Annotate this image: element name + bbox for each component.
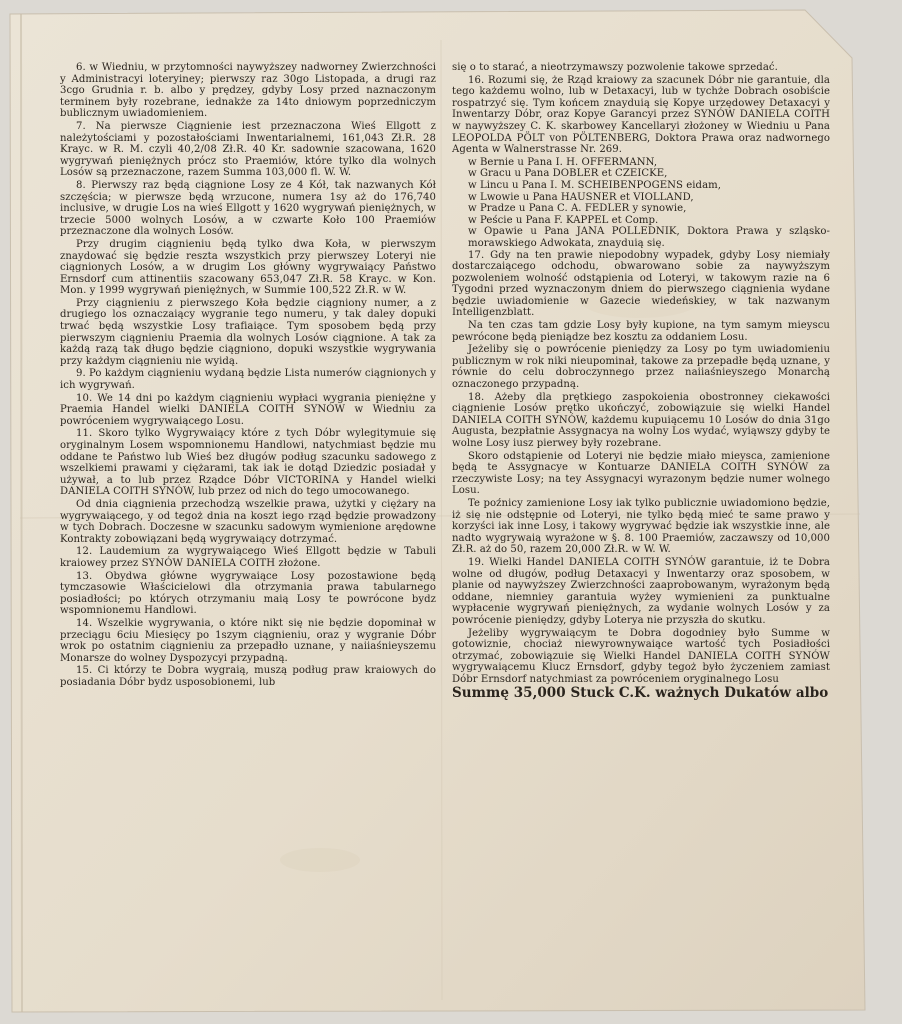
paragraph: się o to starać, a nieotrzymawszy pozwolenie takowe sprzedać.	[452, 62, 778, 73]
paragraph: 13. Obydwa główne wygrywaiące Losy pozostawione będą tymczasowie Właścicielowi dla otrzymania prawa tabularnego posiadłości; po których otrzymaniu maią Losy te powrócone bydz wspomnionemu Handlowi.	[60, 570, 436, 617]
paragraph: 19. Wielki Handel DANIELA COITH SYNÓW garantuie, iż te Dobra wolne od długów, podług Detaxacyi y Inwentarzy oraz sposobem, w planie od naywyższey Zwierzchności zaaprobowanym, wyrażonym będą oddane, niemniey garantuia wyżey wymienieni za punktualne wypłacenie wygrywań pieniężnych, za wydanie wolnych Losów y za powrócenie pieniędzy, gdyby Loterya nie przyszła do skutku.	[452, 556, 830, 626]
agent-address-line: w Gracu u Pana DOBLER et CZEICKE,	[468, 168, 668, 180]
agent-address-line: w Peście u Pana F. KAPPEL et Comp.	[468, 214, 659, 226]
paragraph: Od dnia ciągnienia przechodzą wszelkie prawa, użytki y ciężary na wygrywaiącego, y od tegoż dnia na koszt iego rząd będzie prowadzony w tych Dobrach. Doczesne w szacunku sadowym wymienione arędowne Kontrakty zobowiązani będą wygrywaiący dotrzymać.	[60, 498, 436, 545]
paragraph: 17. Gdy na ten prawie niepodobny wypadek, gdyby Losy niemiały dostarczaiącego odchodu, obwarowano sobie za naywyższym pozwoleniem wolność odstąpienia od Loteryi, w takowym razie na 6 Tygodni przed wyznaczonym dniem do pierwszego ciągnienia wydane będzie uwiadomienie w Gazecie wiedeńskiey, w tak nazwanym Intelligenzblatt.	[452, 249, 830, 319]
paragraph: 15. Ci którzy te Dobra wygraią, muszą podług praw kraiowych do posiadania Dóbr bydz usposobionemi, lub	[60, 665, 436, 688]
paragraph: 18. Ażeby dla prętkiego zaspokoienia obostronney ciekawości ciągnienie Losów prętko ukończyć, zobowiązuie się wielki Handel DANIELA COITH SYNÓW, każdemu kupuiącemu 10 Losów do dnia 31go Augusta, bezpłatnie Assygnacya na wolny Los wydać, wyiąwszy gdyby te wolne Losy iusz pierwey były rozebrane.	[452, 391, 830, 449]
paragraph: 8. Pierwszy raz będą ciągnione Losy ze 4 Kół, tak nazwanych Kół szczęścia; w pierwsze będą wrzucone, numera 1sy aż do 176,740 inclusive, w drugie Los na wieś Ellgott y 1620 wygrywań pieniężnych, w trzecie 5000 wolnych Losów, a w czwarte Koło 100 Praemiów przeznaczone dla wolnych Losów.	[60, 179, 436, 238]
agent-address-line: w Bernie u Pana I. H. OFFERMANN,	[468, 156, 658, 168]
paragraph: 12. Laudemium za wygrywaiącego Wieś Ellgott będzie w Tabuli kraiowey przez SYNÓW DANIELA COITH złożone.	[60, 546, 436, 569]
paragraph: 6. w Wiedniu, w przytomności naywyższey nadworney Zwierzchności y Administracyi loteryiney; pierwszy raz 30go Listopada, a drugi raz 3cgo Grudnia r. b. albo y prędzey, gdyby Losy przed naznaczonym terminem były rozebrane, iednakże za 14to dniowym poprzedniczym bublicznym uwiadomieniem.	[60, 62, 436, 120]
continued-bottom-line: Summę 35,000 Stuck C.K. ważnych Dukatów albo	[452, 685, 829, 702]
paragraph: Przy drugim ciągnieniu będą tylko dwa Koła, w pierwszym znaydować się będzie reszta wszystkich przy pierwszey Loteryi nie ciągnionych Losów, a w drugim Los główny wygrywaiący Państwo Ernsdorf cum attinentiis szacowany 653,047 Zł.R. 58 Krayc. w Kon. Mon. y 1999 wygrywań pieniężnych, w Summie 100,522 Zł.R. w W.	[60, 238, 436, 297]
paragraph: 9. Po każdym ciągnieniu wydaną będzie Lista numerów ciągnionych y ich wygrywań.	[60, 368, 436, 392]
paragraph: 11. Skoro tylko Wygrywaiący które z tych Dóbr wylegitymuie się oryginalnym Losem wspomnionemu Handlowi, natychmiast będzie mu oddane te Państwo lub Wieś bez długów podług szacunku sadowego z wszelkiemi prawami y ciężarami, tak iak ie dotąd Dziedzic posiadał y używał, a to lub przez Rządce Dóbr VICTORINA y Handel wielki DANIELA COITH SYNÓW, lub przez od nich do tego umocowanego.	[60, 428, 436, 498]
agent-address-line: w Lwowie u Pana HAUSNER et VIOLLAND,	[468, 191, 694, 203]
paragraph: Te poźnicy zamienione Losy iak tylko publicznie uwiadomiono będzie, iż się nie odstępnie od Loteryi, nie tylko będą mieć te same prawo y korzyści iak inne Losy, i takowy wygrywać będzie iak wszystkie inne, ale nadto wygrywaią wyrażone w §. 8. 100 Praemiów, zaczawszy od 10,000 Zł.R. aż do 50, razem 20,000 Zł.R. w W. W.	[452, 497, 830, 556]
agent-address-line: w Pradze u Pana C. A. FEDLER y synowie,	[468, 203, 687, 215]
paragraph: 7. Na pierwsze Ciągnienie iest przeznaczona Wieś Ellgott z należytościami y pozostałościami Inwentarialnemi, 161,043 Zł.R. 28 Krayc. w R. M. czyli 40,2/08 Zł.R. 40 Kr. sadownie szacowana, 1620 wygrywań pieniężnych prócz sto Praemiów, które tylko dla wolnych Losów są przeznaczone, razem Summa 103,000 fl. W. W.	[60, 120, 436, 179]
paragraph: 14. Wszelkie wygrywania, o które nikt się nie będzie dopominał w przeciągu 6ciu Miesięcy po 1szym ciągnieniu, oraz y wygranie Dóbr wrok po ostatnim ciągnieniu za przepadło uznane, y naiiaśnieyszemu Monarsze do wolney Dyspozycyi przypadną.	[60, 617, 436, 664]
paragraph: Na ten czas tam gdzie Losy były kupione, na tym samym mieyscu pewrócone będą pieniądze bez kosztu za oddaniem Losu.	[452, 320, 830, 343]
paragraph: Skoro odstąpienie od Loteryi nie będzie miało mieysca, zamienione będą te Assygnacye w Kontuarze DANIELA COITH SYNÓW za rzeczywiste Losy; na tey Assygnacyi wyrazonym będzie numer wolnego Losu.	[452, 450, 830, 497]
paragraph: 10. We 14 dni po każdym ciągnieniu wypłaci wygrania pieniężne y Praemia Handel wielki DANIELA COITH SYNÓW w Wiedniu za powróceniem wygrywaiącego Losu.	[60, 392, 436, 427]
right-column	[452, 62, 830, 702]
agent-address-line: w Lincu u Pana I. M. SCHEIBENPOGENS eidam,	[468, 179, 722, 191]
paragraph: Przy ciągnieniu z pierwszego Koła będzie ciągniony numer, a z drugiego los oznaczaiący wygranie tego numeru, y tak daley dopuki trwać będą wszystkie Losy trafiaiące. Tym sposobem będą przy pierwszym ciągnieniu Praemia dla wolnych Losów ciągnione. A tak za każdą razą tak długo będzie ciągniono, dopuki wszystkie wygrywania przy każdym ciągnieniu nie wyidą.	[60, 297, 436, 367]
paragraph: Jeżeliby wygrywaiącym te Dobra dogodniey było Summe w gotowiznie, chociaż niewyrownywaiące wartość tych Posiadłości otrzymać, zobowiązuie się Wielki Handel DANIELA COITH SYNÓW wygrywaiącemu Klucz Ernsdorf, gdyby tegoż było życzeniem zamiast Dóbr Ernsdorf natychmiast za powróceniem oryginalnego Losu	[452, 627, 830, 685]
agent-address-line: w Opawie u Pana JANA POLLEDNIK, Doktora Prawa y szląsko-morawskiego Adwokata, znayduią się.	[468, 226, 830, 249]
left-column	[60, 62, 436, 689]
paragraph: 16. Rozumi się, że Rząd kraiowy za szacunek Dóbr nie garantuie, dla tego każdemu wolno, lub w Detaxacyi, lub w tychże Dobrach osobiście rospatrzyć się. Tym końcem znayduią się Kopye urzędowey Detaxacyi y Inwentarzy Dóbr, oraz Kopye Garancyi przez SYNÓW DANIELA COITH w naywyższey C. K. skarbowey Kancellaryi złożoney w Wiedniu u Pana LEOPOLDA PÖLT von PÖLTENBERG, Doktora Prawa oraz nadwornego Agenta w Walnerstrasse Nr. 269.	[452, 74, 830, 156]
paragraph: Jeżeliby się o powrócenie pieniędzy za Losy po tym uwiadomieniu publicznym w rok niki nieupominał, takowe za przepadłe będą uznane, y równie do celu dobroczynnego przez naiiaśnieyszego Monarchą oznaczonego przypadną.	[452, 344, 830, 391]
